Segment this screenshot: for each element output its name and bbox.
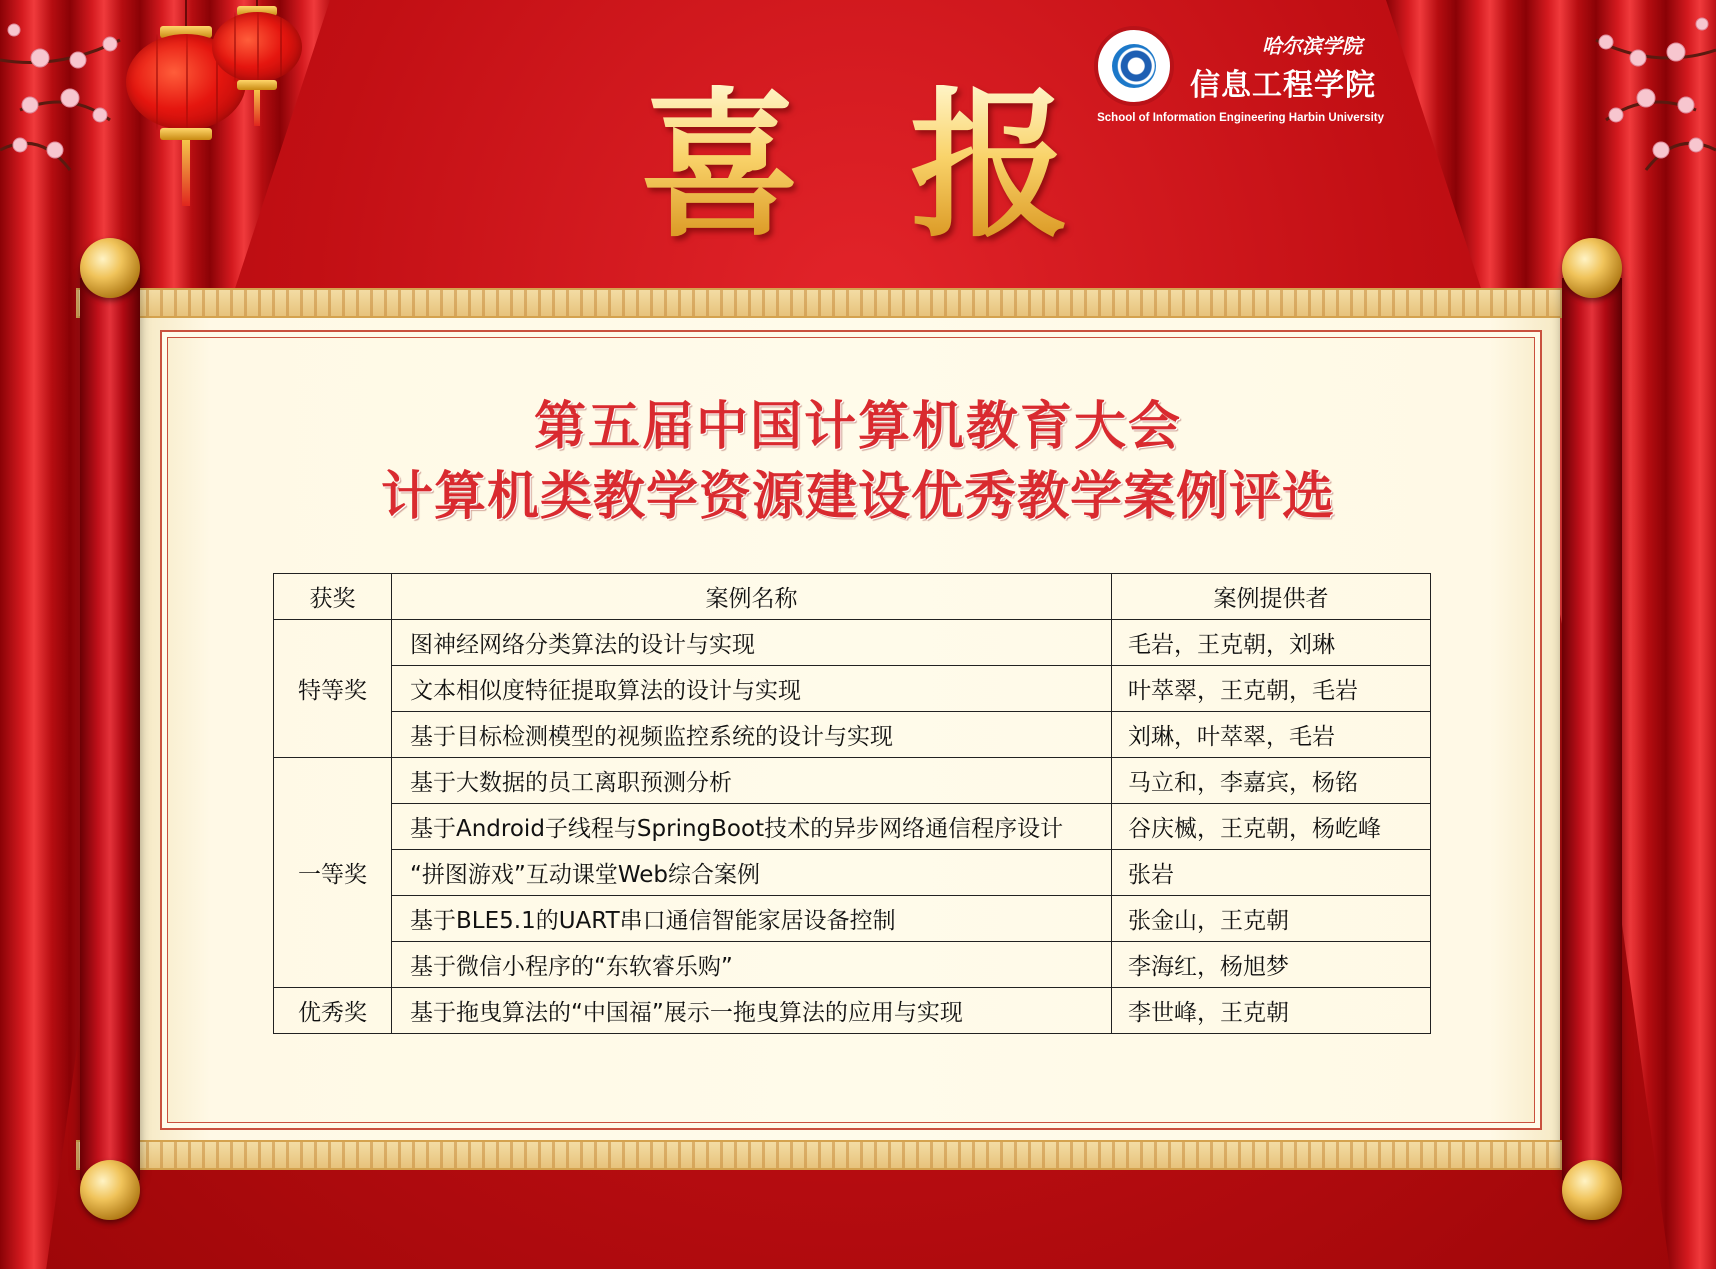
case-name: 基于目标检测模型的视频监控系统的设计与实现 — [392, 712, 1112, 758]
case-name: 基于大数据的员工离职预测分析 — [392, 758, 1112, 804]
award-level: 特等奖 — [274, 620, 392, 758]
table-row — [274, 988, 1431, 1034]
case-name: 文本相似度特征提取算法的设计与实现 — [392, 666, 1112, 712]
scroll-rod-left — [80, 278, 140, 1180]
scroll-knob-icon — [1562, 1160, 1622, 1220]
table-row — [274, 804, 1431, 850]
plum-blossom-right-decoration — [1516, 0, 1716, 190]
table-row — [274, 712, 1431, 758]
school-logo — [1094, 26, 1384, 130]
award-level: 优秀奖 — [274, 988, 392, 1034]
case-provider: 李世峰，王克朝 — [1112, 988, 1431, 1034]
scroll-knob-icon — [1562, 238, 1622, 298]
header-case-name: 案例名称 — [392, 574, 1112, 620]
case-name: 基于拖曳算法的“中国福”展示一拖曳算法的应用与实现 — [392, 988, 1112, 1034]
case-provider: 马立和，李嘉宾，杨铭 — [1112, 758, 1431, 804]
scroll-rod-right — [1562, 278, 1622, 1180]
case-provider: 刘琳，叶萃翠，毛岩 — [1112, 712, 1431, 758]
document-title-line-2: 计算机类教学资源建设优秀教学案例评选 — [380, 466, 1335, 527]
case-name: “拼图游戏”互动课堂Web综合案例 — [392, 850, 1112, 896]
header-provider: 案例提供者 — [1112, 574, 1431, 620]
school-name-english: School of Information Engineering Harbin University — [1097, 112, 1384, 124]
school-name: 信息工程学院 — [1190, 68, 1376, 103]
document-title-line-1: 第五届中国计算机教育大会 — [533, 396, 1182, 457]
table-row — [274, 758, 1431, 804]
headline-char-1: 喜 — [640, 71, 801, 259]
headline — [640, 70, 1070, 260]
scroll-knob-icon — [80, 238, 140, 298]
case-provider: 李海红，杨旭梦 — [1112, 942, 1431, 988]
headline-char-2: 报 — [909, 71, 1070, 259]
award-level: 一等奖 — [274, 758, 392, 988]
header-award: 获奖 — [274, 574, 392, 620]
university-name: 哈尔滨学院 — [1262, 34, 1362, 58]
awards-table — [273, 573, 1431, 1034]
university-seal-icon — [1094, 26, 1174, 106]
table-row — [274, 666, 1431, 712]
case-name: 基于微信小程序的“东软睿乐购” — [392, 942, 1112, 988]
case-provider: 叶萃翠，王克朝，毛岩 — [1112, 666, 1431, 712]
scroll-knob-icon — [80, 1160, 140, 1220]
case-name: 基于BLE5.1的UART串口通信智能家居设备控制 — [392, 896, 1112, 942]
table-row — [274, 620, 1431, 666]
case-provider: 谷庆楲，王克朝，杨屹峰 — [1112, 804, 1431, 850]
table-row — [274, 942, 1431, 988]
case-provider: 张金山，王克朝 — [1112, 896, 1431, 942]
table-header-row — [274, 574, 1431, 620]
red-lantern-icon — [212, 0, 302, 130]
scroll-border-top — [76, 288, 1620, 318]
case-name: 图神经网络分类算法的设计与实现 — [392, 620, 1112, 666]
case-provider: 毛岩，王克朝，刘琳 — [1112, 620, 1431, 666]
scroll-border-bottom — [76, 1140, 1620, 1170]
table-row — [274, 850, 1431, 896]
case-name: 基于Android子线程与SpringBoot技术的异步网络通信程序设计 — [392, 804, 1112, 850]
table-row — [274, 896, 1431, 942]
case-provider: 张岩 — [1112, 850, 1431, 896]
